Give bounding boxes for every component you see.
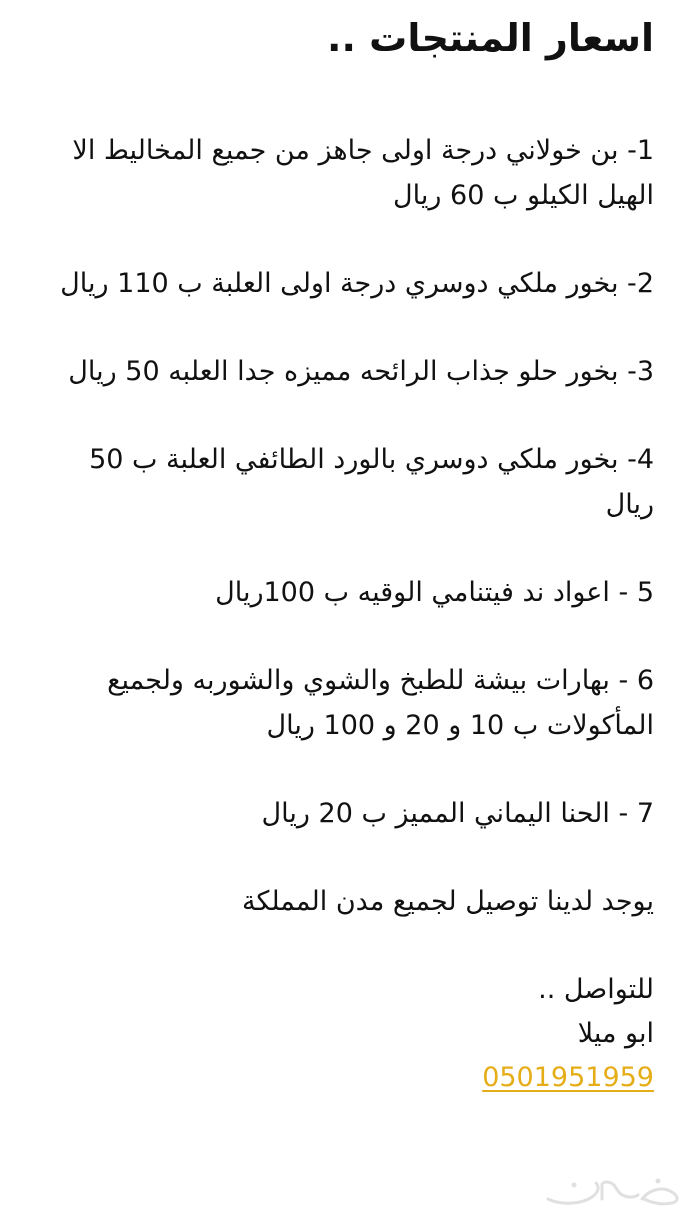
list-item-line: 3- بخور حلو جذاب الرائحه مميزه جدا العلبه 50 ريال xyxy=(68,356,654,387)
list-item-line: 1- بن خولاني درجة اولى جاهز من جميع المخاليط الا xyxy=(72,135,654,166)
phone-link[interactable]: 0501951959 xyxy=(482,1062,654,1093)
list-item-1 xyxy=(40,128,654,218)
delivery-note: يوجد لدينا توصيل لجميع مدن المملكة xyxy=(241,886,654,917)
page-title: اسعار المنتجات .. xyxy=(327,16,654,60)
list-item-5 xyxy=(40,570,654,615)
list-item-line: 2- بخور ملكي دوسري درجة اولى العلبة ب 110 ريال xyxy=(60,268,654,299)
list-item-3 xyxy=(40,349,654,394)
list-item-2 xyxy=(40,261,654,306)
contact-name: ابو ميلا xyxy=(577,1018,654,1049)
contact-heading: للتواصل .. xyxy=(538,974,654,1005)
contact-block xyxy=(40,968,654,1100)
list-item-7 xyxy=(40,791,654,836)
list-item-line: الهيل الكيلو ب 60 ريال xyxy=(393,180,654,211)
price-list xyxy=(40,128,654,836)
list-item-line: 6 - بهارات بيشة للطبخ والشوي والشوربه ولجميع xyxy=(107,665,654,696)
product-price-list xyxy=(0,16,700,1223)
list-item-line: المأكولات ب 10 و 20 و 100 ريال xyxy=(266,710,654,741)
list-item-line: 5 - اعواد ند فيتنامي الوقيه ب 100ريال xyxy=(215,577,654,608)
list-item-line: 7 - الحنا اليماني المميز ب 20 ريال xyxy=(261,798,654,829)
list-item-4 xyxy=(40,437,654,527)
list-item-6 xyxy=(40,658,654,748)
haraj-logo-watermark-icon xyxy=(540,1175,690,1211)
list-item-line: 4- بخور ملكي دوسري بالورد الطائفي العلبة ب 50 ريال xyxy=(89,444,654,520)
